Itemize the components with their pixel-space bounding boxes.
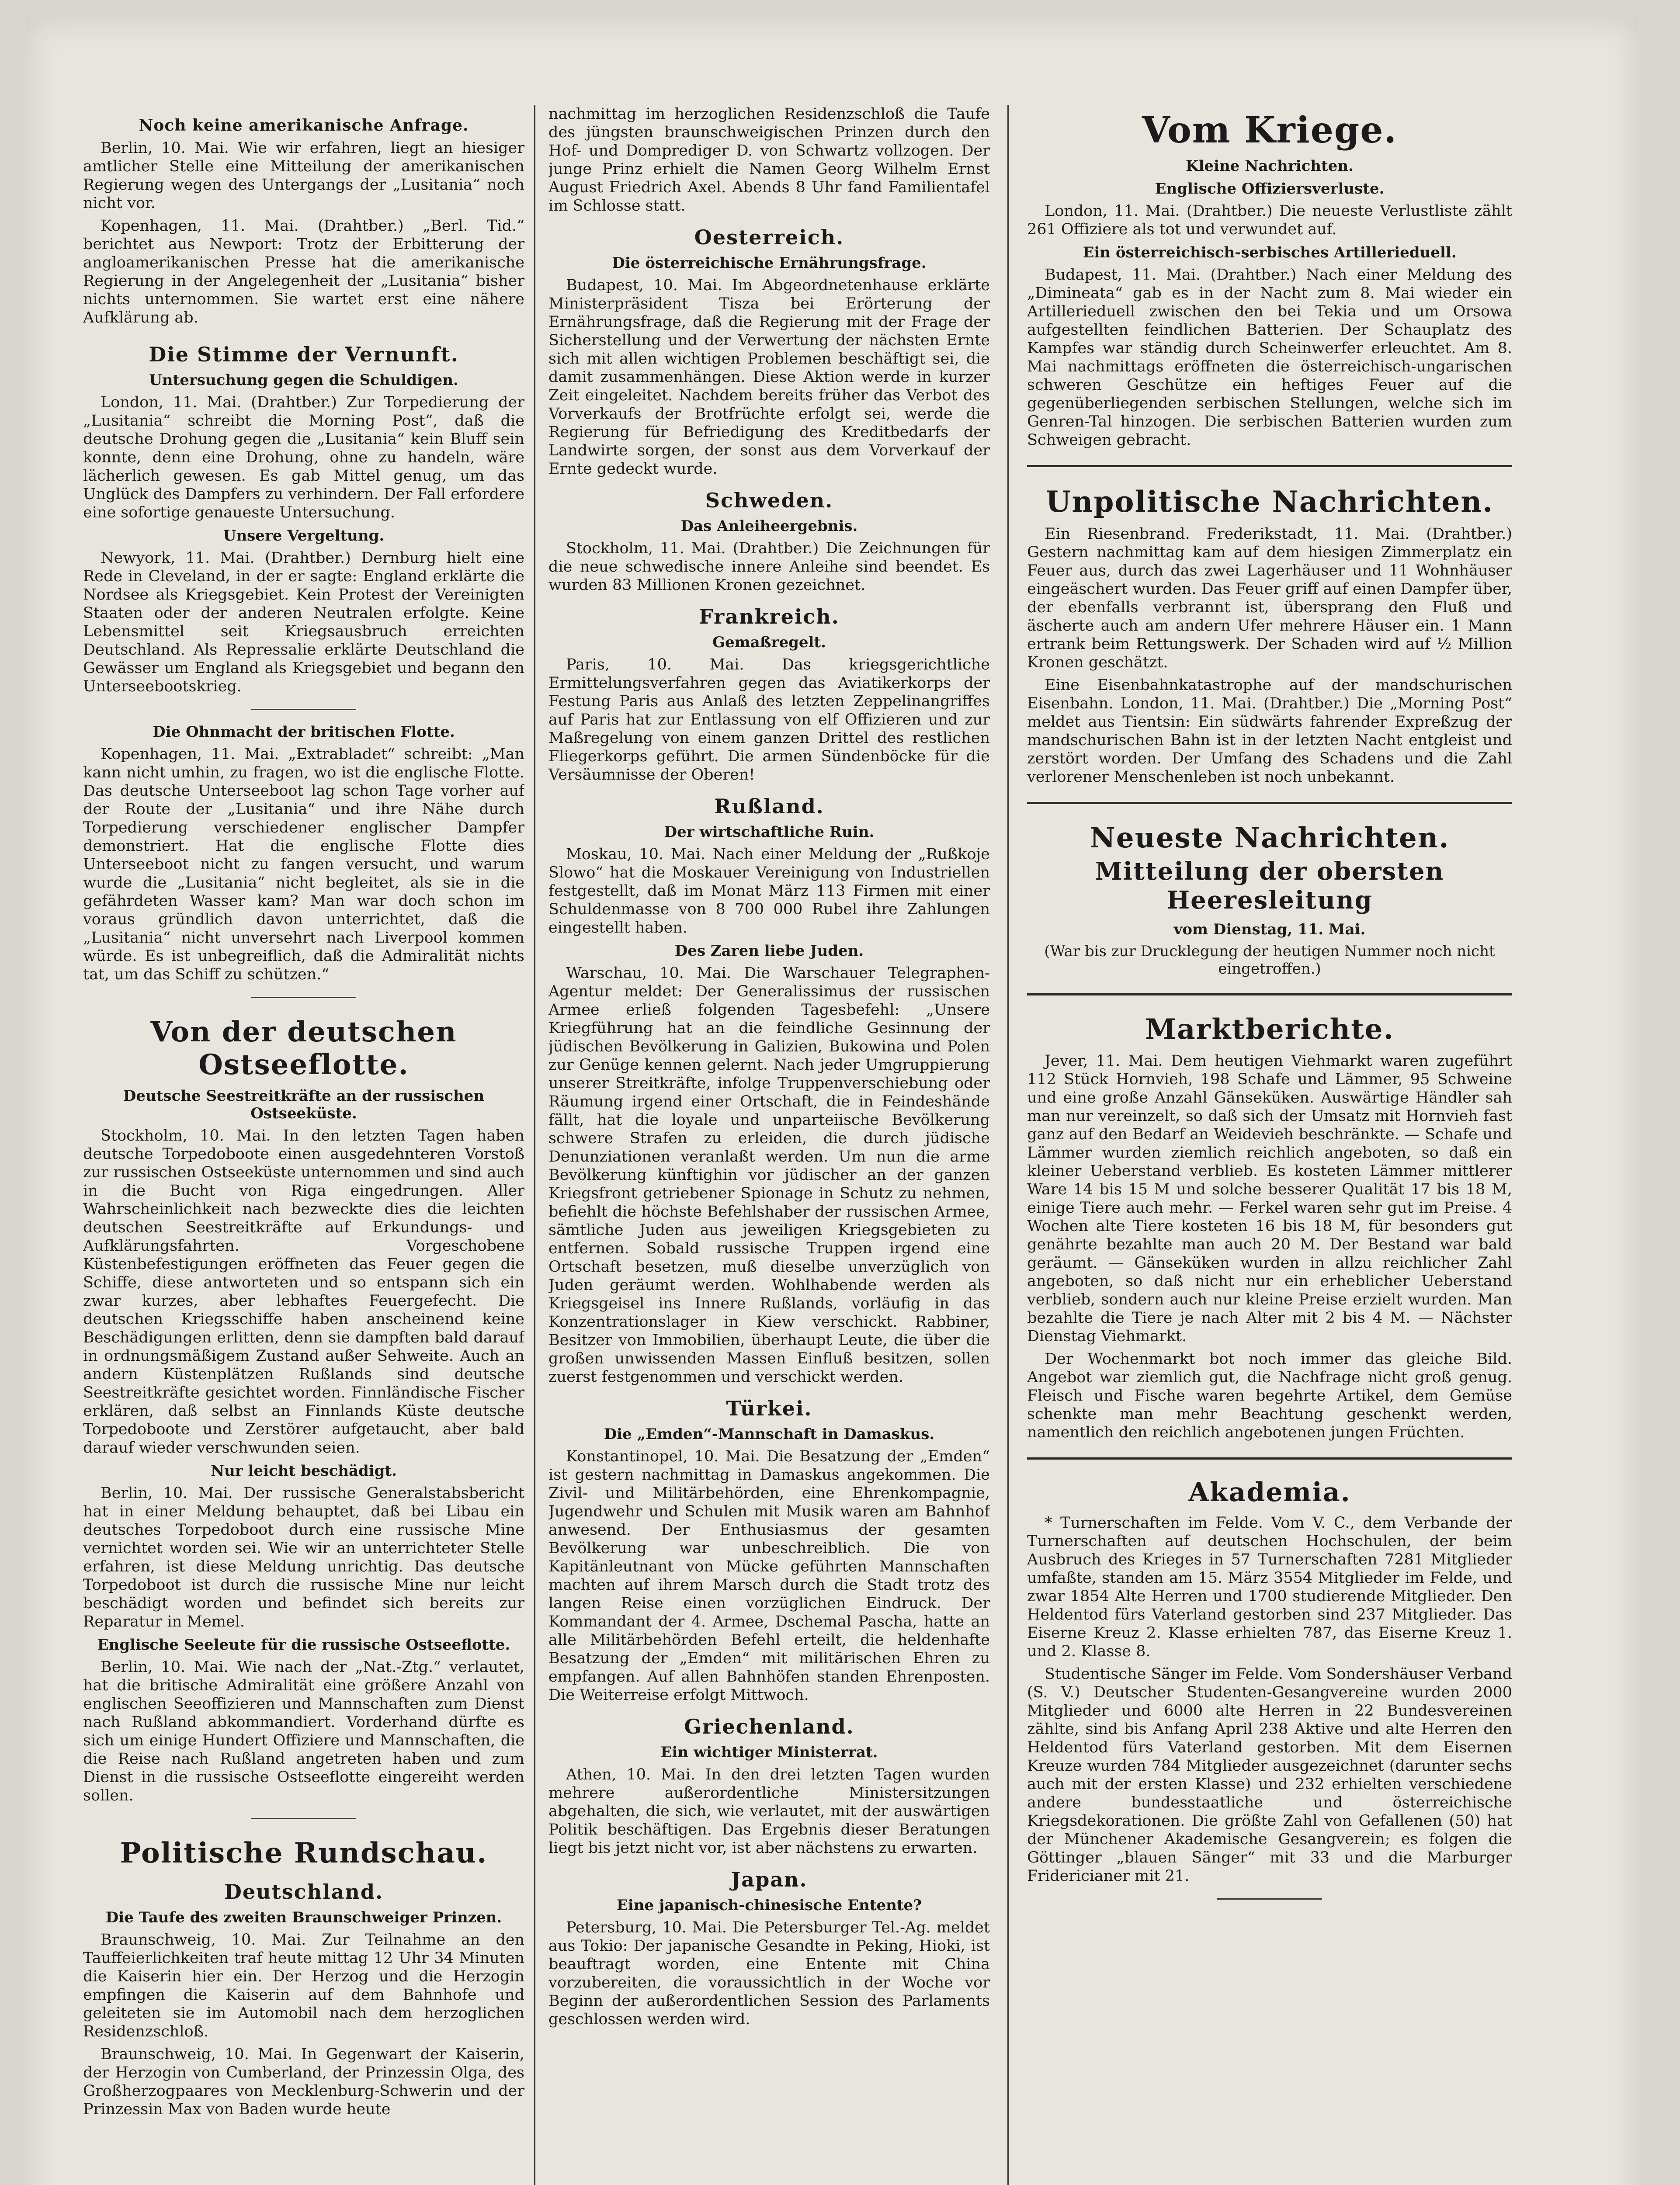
article-paragraph: Warschau, 10. Mai. Die Warschauer Telegraphen-Agentur meldet: Der Generalissimus der russischen Armee erließ folgenden Tagesbefehl: „Unsere Kriegführung hat an die feindliche Gesinnung der jüdischen Bevölkerung in Galizien, Bukowina und Polen zur Genüge kennen gelernt. Nach jeder Umgruppierung unserer Streitkräfte, infolge Truppenverschiebung oder Räumung irgend einer Ortschaft, die in Feindeshände fällt, hat die loyale und unparteiische Bevölkerung schwere Strafen zu erleiden, die durch jüdische Denunziationen veranlaßt werden. Um nun die arme Bevölkerung künftighin vor jüdischer an der ganzen Kriegsfront getriebener Spionage in Schutz zu nehmen, befiehlt die höchste Befehlshaber der russischen Armee, sämtliche Juden aus jeweiligen Kriegsgebieten zu entfernen. Sobald russische Truppen irgend eine Ortschaft besetzen, muß dieselbe unverzüglich von Juden geräumt werden. Wohlhabende werden als Kriegsgeisel ins Innere Rußlands, vorläufig in das Konzentrationslager in Kiew verschickt. Rabbiner, Besitzer von Immobilien, überhaupt Leute, die über die großen unwissenden Massen Einfluß besitzen, sollen zuerst festgenommen und verschickt werden. xyxy=(548,964,990,1386)
subheadline: Ein österreichisch-serbisches Artillerieduell. xyxy=(1083,244,1457,261)
article-paragraph: Konstantinopel, 10. Mai. Die Besatzung der „Emden“ ist gestern nachmittag in Damaskus angekommen. Die Zivil- und Militärbehörden, eine Ehrenkompagnie, Jugendwehr und Schulen mit Musik waren am Bahnhof anwesend. Der Enthusiasmus der gesamten Bevölkerung war unbeschreiblich. Die von Kapitänleutnant von Mücke geführten Mannschaften machten auf ihrem Marsch durch die Stadt trotz des langen Reise einen vorzüglichen Eindruck. Der Kommandant der 4. Armee, Dschemal Pascha, hatte an alle Militärbehörden Befehl erteilt, die heldenhafte Besatzung der „Emden“ mit militärischen Ehren zu empfangen. Auf allen Bahnhöfen standen Ehrenposten. Die Weiterreise erfolgt Mittwoch. xyxy=(548,1448,990,1704)
subheadline: Ein wichtiger Ministerrat. xyxy=(660,1744,878,1761)
subheadline: Gemaßregelt. xyxy=(712,634,826,651)
section-title: Vom Kriege. xyxy=(1142,109,1397,151)
subheadline: Des Zaren liebe Juden. xyxy=(674,942,864,960)
subheadline: Englische Seeleute für die russische Ostseeflotte. xyxy=(97,1636,510,1654)
section-title: Unpolitische Nachrichten. xyxy=(1045,485,1494,519)
section-title: Akademia. xyxy=(1188,1477,1351,1508)
section-title: Neueste Nachrichten. xyxy=(1090,822,1450,854)
subheadline: Deutsche Seestreitkräfte an der russischen Ostseeküste. xyxy=(123,1087,485,1122)
section-title: Politische Rundschau. xyxy=(120,1837,488,1869)
divider xyxy=(251,997,356,998)
headline: Noch keine amerikanische Anfrage. xyxy=(139,116,469,135)
article-paragraph: nachmittag im herzoglichen Residenzschloß die Taufe des jüngsten braunschweigischen Prinzen durch den Hof- und Domprediger D. von Schwartz vollzogen. Der junge Prinz erhielt die Namen Georg Wilhelm Ernst August Friedrich Axel. Abends 8 Uhr fand Familientafel im Schlosse statt. xyxy=(548,105,990,215)
section-rule xyxy=(1027,465,1512,467)
article-paragraph: Jever, 11. Mai. Dem heutigen Viehmarkt waren zugeführt 112 Stück Hornvieh, 198 Schafe und Lämmer, 95 Schweine und eine große Anzahl Gänseküken. Auswärtige Händler sah man nur vereinzelt, so daß sich der Umsatz mit Hornvieh fast ganz auf den Bedarf an Weidevieh beschränkte. — Schafe und Lämmer wurden ziemlich reichlich angeboten, so daß ein kleiner Ueberstand verblieb. Es kosteten Lämmer mittlerer Ware 14 bis 15 M und solche besserer Qualität 17 bis 18 M, einige Tiere auch mehr. — Ferkel waren sehr gut im Preise. 4 Wochen alte Tiere kosteten 16 bis 18 M, für besonders gut genährte bezahlte man auch 20 M. Der Bestand war bald geräumt. — Gänseküken wurden in allzu reichlicher Zahl angeboten, so daß nicht nur ein erheblicher Ueberstand verblieb, sondern auch nur kleine Preise erzielt wurden. Man bezahlte die Tiere je nach Alter mit 2 bis 4 M. — Nächster Dienstag Viehmarkt. xyxy=(1027,1052,1512,1345)
country-heading: Griechenland. xyxy=(684,1715,854,1738)
country-heading: Schweden. xyxy=(705,489,833,512)
article-paragraph: Studentische Sänger im Felde. Vom Sondershäuser Verband (S. V.) Deutscher Studenten-Gesangvereine wurden 2000 Mitglieder und 6000 alte Herren in 22 Bundesvereinen zählte, sind bis Anfang April 238 Aktive und alte Herren den Heldentod fürs Vaterland gestorben. Mit dem Eisernen Kreuze wurden 784 Mitglieder ausgezeichnet (darunter sechs auch mit der ersten Klasse) und 232 erhielten verschiedene andere bundesstaatliche und österreichische Kriegsdekorationen. Die größte Zahl von Gefallenen (50) hat der Münchener Akademische Gesangverein; es folgen die Göttinger „blauen Sänger“ mit 33 und die Marburger Fridericianer mit 21. xyxy=(1027,1665,1512,1885)
article-paragraph: London, 11. Mai. (Drahtber.) Zur Torpedierung der „Lusitania“ schreibt die Morning Post“, daß die deutsche Drohung gegen die „Lusitania“ kein Bluff sein konnte, denn eine Drohung, ohne zu handeln, wäre lächerlich gewesen. Es gab Mittel genug, um das Unglück des Dampfers zu verhindern. Der Fall erfordere eine sofortige genaueste Untersuchung. xyxy=(83,394,524,521)
subheadline: Englische Offiziersverluste. xyxy=(1155,180,1385,198)
subheadline: Nur leicht beschädigt. xyxy=(211,1462,397,1480)
headline: Die Stimme der Vernunft. xyxy=(149,343,459,366)
article-paragraph: Newyork, 11. Mai. (Drahtber.) Dernburg hielt eine Rede in Cleveland, in der er sagte: England erklärte die Nordsee als Kriegsgebiet. Kein Protest der Vereinigten Staaten oder der anderen Neutralen erfolgte. Keine Lebensmittel seit Kriegsausbruch erreichten Deutschland. Als Repressalie erklärte Deutschland die Gewässer um England als Kriegsgebiet und begann den Unterseebootskrieg. xyxy=(83,549,524,695)
article-paragraph: Braunschweig, 10. Mai. In Gegenwart der Kaiserin, der Herzogin von Cumberland, der Prinzessin Olga, des Großherzogpaares von Mecklenburg-Schwerin und der Prinzessin Max von Baden wurde heute xyxy=(83,2046,524,2118)
column-rule-1 xyxy=(534,105,535,2185)
article-paragraph: Kopenhagen, 11. Mai. (Drahtber.) „Berl. Tid.“ berichtet aus Newport: Trotz der Erbitterung der angloamerikanischen Presse hat die amerikanische Regierung in der Angelegenheit der „Lusitania“ bisher nichts unternommen. Sie wartet erst eine nähere Aufklärung ab. xyxy=(83,217,524,326)
section-rule xyxy=(1027,802,1512,804)
subheadline: Eine japanisch-chinesische Entente? xyxy=(616,1897,922,1914)
article-paragraph: London, 11. Mai. (Drahtber.) Die neueste Verlustliste zählt 261 Offiziere als tot und verwundet auf. xyxy=(1027,202,1512,238)
article-paragraph: Stockholm, 11. Mai. (Drahtber.) Die Zeichnungen für die neue schwedische innere Anleihe sind beendet. Es wurden 83 Millionen Kronen gezeichnet. xyxy=(548,540,990,594)
subheadline: Der wirtschaftliche Ruin. xyxy=(664,823,875,841)
subheadline: Untersuchung gegen die Schuldigen. xyxy=(149,371,458,389)
subheadline: Unsere Vergeltung. xyxy=(223,527,385,545)
section-rule xyxy=(1027,993,1512,995)
article-paragraph: Budapest, 11. Mai. (Drahtber.) Nach einer Meldung des „Dimineata“ gab es in der Nacht zum 8. Mai wieder ein Artillerieduell zwischen den bei Tekia und um Orsowa aufgestellten feindlichen Batterien. Der Schauplatz des Kampfes war ständig durch Scheinwerfer erleuchtet. Am 8. Mai nachmittags eröffneten die österreichisch-ungarischen schweren Geschütze ein heftiges Feuer auf die gegenüberliegenden serbischen Stellungen, welche sich im Genren-Tal hinzogen. Die serbischen Batterien wurden zum Schweigen gebracht. xyxy=(1027,266,1512,449)
country-heading: Japan. xyxy=(731,1868,808,1891)
article-paragraph: Moskau, 10. Mai. Nach einer Meldung der „Rußkoje Slowo“ hat die Moskauer Vereinigung von Industriellen festgestellt, daß im Monat März 113 Firmen mit einer Schuldenmasse von 8 700 000 Rubel ihre Zahlungen eingestellt haben. xyxy=(548,846,990,936)
article-paragraph: Berlin, 10. Mai. Wie nach der „Nat.-Ztg.“ verlautet, hat die britische Admiralität eine größere Anzahl von englischen Seeoffizieren und Mannschaften zum Dienst nach Rußland abkommandiert. Vorderhand dürfte es sich um einige Hundert Offiziere und Mannschaften, die die Reise nach Rußland angetreten haben und zum Dienst in die russische Ostseeflotte eingereiht werden sollen. xyxy=(83,1658,524,1804)
article-paragraph: Paris, 10. Mai. Das kriegsgerichtliche Ermittelungsverfahren gegen das Aviatikerkorps der Festung Paris aus Anlaß des letzten Zeppelinangriffes auf Paris hat zur Entlassung von elf Offizieren und zur Maßregelung von einem ganzen Drittel des restlichen Fliegerkorps geführt. Die armen Sündenböcke für die Versäumnisse der Oberen! xyxy=(548,656,990,784)
subheadline: Die österreichische Ernährungsfrage. xyxy=(612,254,927,272)
newspaper-page xyxy=(26,17,1639,2185)
divider xyxy=(251,709,356,710)
subheadline: vom Dienstag, 11. Mai. xyxy=(1173,921,1366,938)
article-paragraph: Stockholm, 10. Mai. In den letzten Tagen haben deutsche Torpedoboote einen ausgedehnteren Vorstoß zur russischen Ostseeküste unternommen und sind auch in die Bucht von Riga eingedrungen. Aller Wahrscheinlichkeit nach bezweckte dies die leichten deutschen Seestreitkräfte auf Erkundungs- und Aufklärungsfahrten. Vorgeschobene Küstenbefestigungen eröffneten das Feuer gegen die Schiffe, diese antworteten und so entspann sich ein zwar kurzes, aber lebhaftes Feuergefecht. Die deutschen Kriegsschiffe haben anscheinend keine Beschädigungen erlitten, denn sie dampften bald darauf in ordnungsmäßigem Zustand außer Sehweite. Auch an andern Küstenplätzen Rußlands sind deutsche Seestreitkräfte gesichtet worden. Finnländische Fischer erklären, daß selbst an Finnlands Küste deutsche Torpedoboote und Zerstörer aufgetaucht, aber bald darauf wieder verschwunden seien. xyxy=(83,1127,524,1457)
country-heading: Rußland. xyxy=(714,794,824,818)
country-heading: Türkei. xyxy=(726,1397,812,1420)
column-rule-2 xyxy=(1007,105,1009,2185)
article-paragraph: Petersburg, 10. Mai. Die Petersburger Tel.-Ag. meldet aus Tokio: Der japanische Gesandte in Peking, Hioki, ist beauftragt worden, eine Entente mit China vorzubereiten, die voraussichtlich in der Woche vor Beginn der außerordentlichen Session des Parlaments geschlossen werden wird. xyxy=(548,1919,990,2028)
article-paragraph: Ein Riesenbrand. Frederikstadt, 11. Mai. (Drahtber.) Gestern nachmittag kam auf dem hiesigen Zimmerplatz ein Feuer aus, durch das zwei Lagerhäuser und 11 Wohnhäuser eingeäschert wurden. Das Feuer griff auf einen Dampfer über, der ebenfalls verbrannt ist, übersprang den Fluß und äscherte auch am andern Ufer mehrere Häuser ein. 1 Mann ertrank beim Rettungswerk. Der Schaden wird auf ½ Million Kronen geschätzt. xyxy=(1027,525,1512,671)
country-heading: Oesterreich. xyxy=(694,225,844,249)
article-paragraph: Berlin, 10. Mai. Der russische Generalstabsbericht hat in einer Meldung behauptet, daß bei Libau ein deutsches Torpedoboot durch eine russische Mine vernichtet worden sei. Wie wir an unterrichteter Stelle erfahren, ist diese Meldung unrichtig. Das deutsche Torpedoboot ist durch die russische Mine nur leicht beschädigt worden und befindet sich bereits zur Reparatur in Memel. xyxy=(83,1484,524,1630)
note: (War bis zur Drucklegung der heutigen Nummer noch nicht eingetroffen.) xyxy=(1044,943,1495,978)
divider xyxy=(1217,1898,1322,1900)
article-paragraph: Athen, 10. Mai. In den drei letzten Tagen wurden mehrere außerordentliche Ministersitzungen abgehalten, die sich, wie verlautet, mit der auswärtigen Politik beschäftigen. Das Ergebnis dieser Beratungen liegt bis jetzt nicht vor, ist aber nächstens zu erwarten. xyxy=(548,1766,990,1857)
column-1 xyxy=(83,105,524,2185)
subheadline: Die Taufe des zweiten Braunschweiger Prinzen. xyxy=(105,1909,502,1926)
column-3 xyxy=(1027,105,1512,2185)
article-paragraph: Eine Eisenbahnkatastrophe auf der mandschurischen Eisenbahn. London, 11. Mai. (Drahtber.) Die „Morning Post“ meldet aus Tientsin: Ein südwärts fahrender Expreßzug der mandschurischen Bahn ist in der letzten Nacht entgleist und zerstört worden. Der Umfang des Schadens und die Zahl verlorener Menschenleben ist noch unbekannt. xyxy=(1027,676,1512,786)
article-paragraph: Der Wochenmarkt bot noch immer das gleiche Bild. Angebot war ziemlich gut, die Nachfrage nicht groß genug. Fleisch und Fische waren begehrte Artikel, dem Gemüse schenkte man mehr Beachtung geschenkt werden, namentlich den reichlich angebotenen jungen Früchten. xyxy=(1027,1350,1512,1441)
article-paragraph: Kopenhagen, 11. Mai. „Extrabladet“ schreibt: „Man kann nicht umhin, zu fragen, wo ist die englische Flotte. Das deutsche Unterseeboot lag schon Tage vorher auf der Route der „Lusitania“ und ihre Nähe durch Torpedierung verschiedener englischer Dampfer demonstriert. Hat die englische Flotte dies Unterseeboot nicht zu fangen versucht, und warum wurde die „Lusitania“ nicht begleitet, als sie in die gefährdeten Wasser kam? Man war doch schon im voraus gründlich davon unterrichtet, daß die „Lusitania“ nicht unversehrt nach Liverpool kommen würde. Es ist unbegreiflich, daß die Admiralität nichts tat, um das Schiff zu schützen.“ xyxy=(83,746,524,983)
article-paragraph: Budapest, 10. Mai. Im Abgeordnetenhause erklärte Ministerpräsident Tisza bei Erörterung der Ernährungsfrage, daß die Regierung mit der Frage der Sicherstellung und der Verwertung der nächsten Ernte sich mit allen wichtigen Problemen beschäftigt sei, die damit zusammenhängen. Diese Aktion werde in kurzer Zeit eingeleitet. Nachdem bereits früher das Verbot des Vorverkaufs der Brotfrüchte erfolgt sei, werde die Regierung für Befriedigung des Kreditbedarfs der Landwirte sorgen, der sonst aus dem Vorverkauf der Ernte gedeckt wurde. xyxy=(548,277,990,478)
article-paragraph: * Turnerschaften im Felde. Vom V. C., dem Verbande der Turnerschaften auf deutschen Hochschulen, der beim Ausbruch des Krieges in 57 Turnerschaften 7281 Mitglieder umfaßte, standen am 15. März 3554 Mitglieder im Felde, und zwar 1854 Alte Herren und 1700 studierende Mitglieder. Den Heldentod fürs Vaterland gestorben sind 237 Mitglieder. Das Eiserne Kreuz 2. Klasse erhielten 787, das Eiserne Kreuz 1. und 2. Klasse 8. xyxy=(1027,1514,1512,1660)
subheadline: Kleine Nachrichten. xyxy=(1186,157,1354,175)
section-title: Marktberichte. xyxy=(1145,1013,1394,1046)
section-title: Mitteilung der obersten Heeresleitung xyxy=(1095,857,1444,915)
section-rule xyxy=(1027,1457,1512,1460)
section-title: Von der deutschen Ostseeflotte. xyxy=(150,1016,457,1081)
subheadline: Das Anleiheergebnis. xyxy=(680,517,858,535)
column-2 xyxy=(548,105,990,2185)
article-paragraph: Berlin, 10. Mai. Wie wir erfahren, liegt an hiesiger amtlicher Stelle eine Mitteilung der amerikanischen Regierung wegen des Untergangs der „Lusitania“ noch nicht vor. xyxy=(83,139,524,212)
article-paragraph: Braunschweig, 10. Mai. Zur Teilnahme an den Tauffeierlichkeiten traf heute mittag 12 Uhr 34 Minuten die Kaiserin hier ein. Der Herzog und die Herzogin empfingen die Kaiserin auf dem Bahnhofe und geleiteten sie im Automobil nach dem herzoglichen Residenzschloß. xyxy=(83,1931,524,2040)
subheadline: Die Ohnmacht der britischen Flotte. xyxy=(153,723,455,741)
country-heading: Frankreich. xyxy=(699,605,840,628)
divider xyxy=(251,1818,356,1819)
subheadline: Die „Emden“-Mannschaft in Damaskus. xyxy=(604,1425,935,1443)
country-heading: Deutschland. xyxy=(224,1880,384,1904)
